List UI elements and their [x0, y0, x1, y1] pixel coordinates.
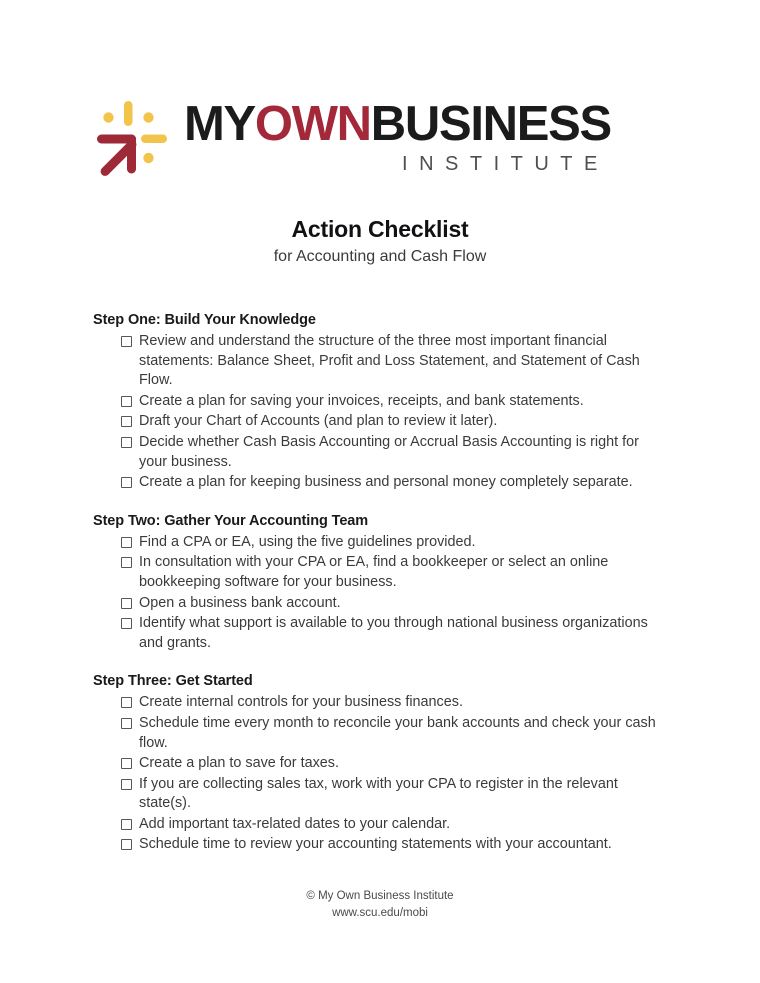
step-section-two [93, 513, 665, 654]
checklist-items [93, 533, 665, 654]
step-heading: Step Two: Gather Your Accounting Team [93, 512, 369, 529]
checkbox-icon[interactable] [121, 819, 132, 830]
page-subtitle: for Accounting and Cash Flow [273, 248, 487, 265]
list-item[interactable] [121, 594, 665, 614]
checkbox-icon[interactable] [121, 718, 132, 729]
list-item-label: In consultation with your CPA or EA, find a bookkeeper or select an online bookkeeping software for your business. [139, 554, 609, 590]
list-item[interactable] [121, 332, 665, 391]
checkbox-icon[interactable] [121, 416, 132, 427]
page-footer [0, 888, 760, 922]
list-item[interactable] [121, 392, 665, 412]
wordmark-my: MY [184, 97, 255, 151]
list-item-label: Find a CPA or EA, using the five guidelines provided. [139, 533, 476, 550]
checklist-items [93, 693, 665, 855]
list-item-label: Identify what support is available to you through national business organizations and grants. [139, 615, 648, 651]
checkbox-icon[interactable] [121, 839, 132, 850]
list-item-label: Create a plan to save for taxes. [139, 755, 339, 772]
step-heading: Step Three: Get Started [93, 673, 253, 690]
checkbox-icon[interactable] [121, 557, 132, 568]
list-item[interactable] [121, 754, 665, 774]
step-section-three [93, 673, 665, 855]
checklist-content [93, 312, 665, 856]
checkbox-icon[interactable] [121, 758, 132, 769]
checkbox-icon[interactable] [121, 598, 132, 609]
list-item-label: If you are collecting sales tax, work with your CPA to register in the relevant state(s). [139, 775, 618, 812]
brand-logo [96, 92, 611, 184]
wordmark-own: OWN [254, 97, 371, 151]
list-item-label: Create a plan for saving your invoices, receipts, and bank statements. [139, 392, 584, 409]
wordmark-line1 [184, 98, 611, 150]
wordmark-institute: INSTITUTE [402, 153, 609, 175]
checkbox-icon[interactable] [121, 477, 132, 488]
list-item-label: Draft your Chart of Accounts (and plan to review it later). [139, 413, 498, 430]
checkbox-icon[interactable] [121, 537, 132, 548]
list-item-label: Open a business bank account. [139, 594, 341, 611]
mobi-arrow-logo-icon [96, 98, 170, 178]
list-item[interactable] [121, 614, 665, 653]
step-section-one [93, 312, 665, 493]
checkbox-icon[interactable] [121, 336, 132, 347]
list-item-label: Add important tax-related dates to your calendar. [139, 815, 451, 832]
list-item-label: Review and understand the structure of the three most important financial statements: Balance Sheet, Profit and Loss Statement, and Statement of Cash Flow. [139, 333, 640, 389]
checkbox-icon[interactable] [121, 697, 132, 708]
list-item[interactable] [121, 815, 665, 835]
step-heading: Step One: Build Your Knowledge [93, 312, 316, 328]
list-item[interactable] [121, 553, 665, 592]
list-item-label: Schedule time to review your accounting statements with your accountant. [139, 836, 612, 853]
checkbox-icon[interactable] [121, 779, 132, 790]
page-title: Action Checklist [291, 216, 469, 242]
list-item[interactable] [121, 714, 665, 753]
checkbox-icon[interactable] [121, 437, 132, 448]
checklist-items [93, 332, 665, 493]
wordmark-business: BUSINESS [370, 97, 611, 151]
list-item[interactable] [121, 693, 665, 713]
list-item[interactable] [121, 533, 665, 553]
list-item-label: Decide whether Cash Basis Accounting or Accrual Basis Accounting is right for your business. [139, 433, 639, 470]
checkbox-icon[interactable] [121, 618, 132, 629]
list-item-label: Create internal controls for your business finances. [139, 694, 463, 711]
list-item-label: Schedule time every month to reconcile your bank accounts and check your cash flow. [139, 714, 656, 751]
list-item-label: Create a plan for keeping business and personal money completely separate. [139, 474, 633, 491]
footer-url[interactable]: www.scu.edu/mobi [332, 907, 428, 919]
list-item[interactable] [121, 412, 665, 432]
list-item[interactable] [121, 433, 665, 472]
list-item[interactable] [121, 775, 665, 814]
list-item[interactable] [121, 835, 665, 855]
checkbox-icon[interactable] [121, 396, 132, 407]
list-item[interactable] [121, 473, 665, 493]
footer-copyright: © My Own Business Institute [306, 890, 454, 902]
brand-wordmark [184, 98, 611, 178]
